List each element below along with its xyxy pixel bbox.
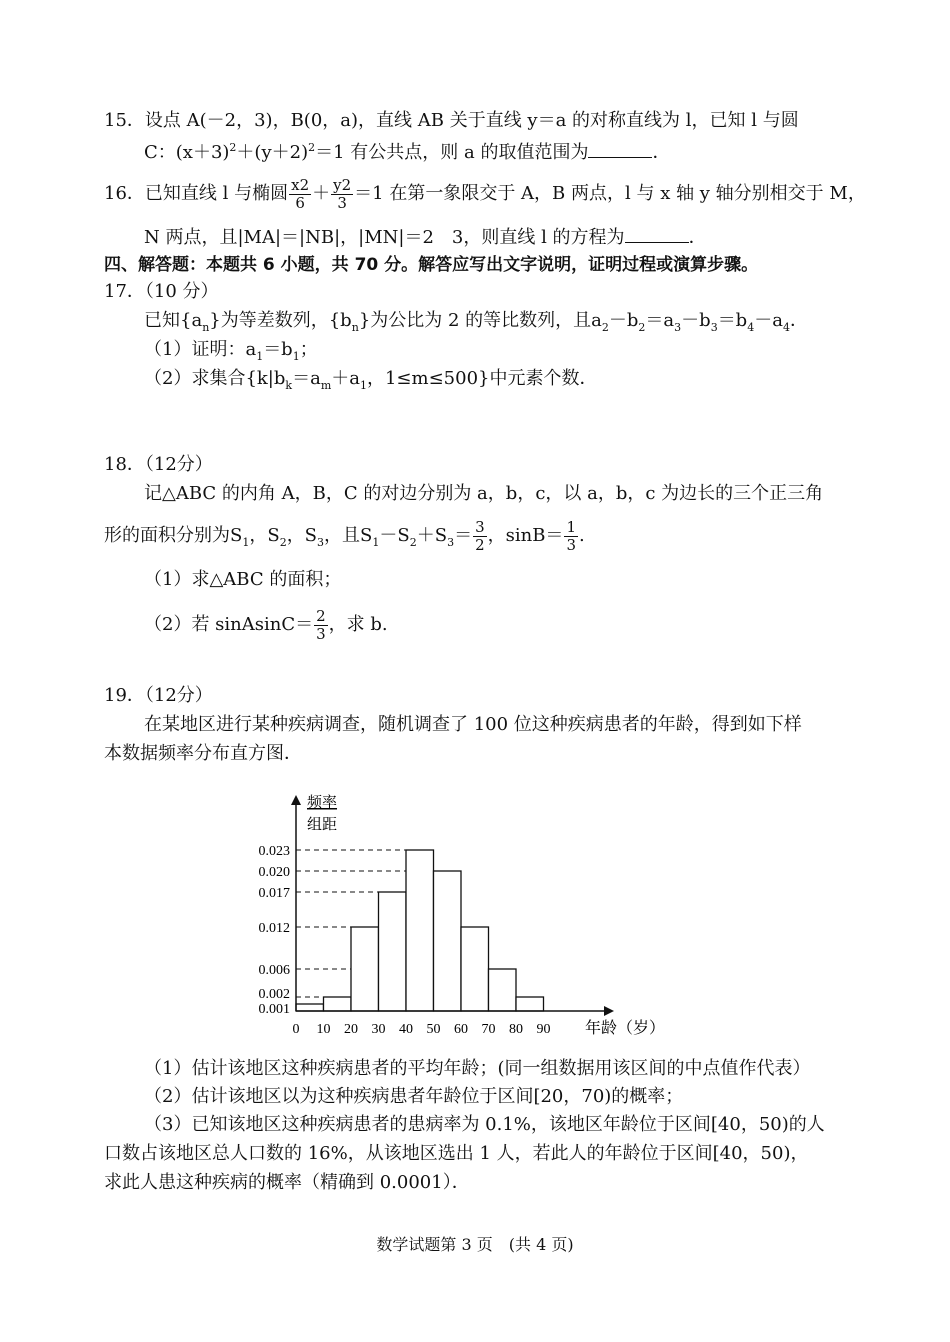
y-tick-0.012: 0.012: [258, 921, 290, 936]
q18-p2-num: 2: [316, 606, 326, 625]
q18-p2-b: ，求 b.: [328, 614, 388, 635]
q18-p2-den: 3: [316, 624, 326, 643]
bar-[10,20): [324, 997, 352, 1011]
q19-part2: （2）估计该地区以为这种疾病患者年龄位于区间[20，70)的概率；: [144, 1086, 684, 1107]
q18-stem2-d: ，且S: [324, 525, 373, 546]
q18-stem2-end: .: [578, 525, 585, 546]
q17-sub-2a: 2: [601, 321, 609, 334]
q15-sup2: 2: [308, 141, 316, 154]
q15-answer-blank: [588, 141, 652, 158]
q17-sub-n-2: n: [351, 321, 359, 334]
bar-[50,60): [434, 871, 462, 1011]
q18-sub-2a: 2: [279, 536, 287, 549]
x-tick-10: 10: [316, 1022, 331, 1037]
q17-stem-e: ＝a: [645, 310, 675, 331]
q15-line2: [144, 136, 670, 165]
q17-stem-d: －b: [608, 310, 639, 331]
bar-[30,40): [379, 892, 407, 1011]
q16-fraction-1: [289, 177, 311, 212]
q17-stem-g: ＝b: [717, 310, 748, 331]
x-tick-60: 60: [454, 1022, 468, 1037]
q19-part3-line3: 求此人患这种疾病的概率（精确到 0.0001）．: [104, 1172, 470, 1193]
q18-sub-3b: 3: [447, 536, 455, 549]
q17-p2-a: （2）求集合{k|b: [144, 368, 286, 389]
bar-[40,50): [406, 850, 434, 1011]
q17-sub-3a: 3: [674, 321, 682, 334]
q18-stem2-b: ，S: [249, 525, 280, 546]
q18-stem2-e: －S: [379, 525, 410, 546]
bar-[60,70): [461, 927, 489, 1011]
q18-part2: [144, 605, 388, 645]
q15-line1: 15．设点 A(－2，3)，B(0，a)，直线 AB 关于直线 y＝a 的对称直线为 l，已知 l 与圆: [104, 110, 799, 131]
q18-sub-1b: 1: [372, 536, 380, 549]
q16-answer-blank: [625, 226, 689, 243]
y-tick-0.017: 0.017: [258, 886, 290, 901]
q17-stem-a: 已知{a: [144, 310, 203, 331]
y-label-top: 频率: [307, 795, 338, 811]
q17-stem-b: }为等差数列，{b: [209, 310, 352, 331]
q18-f1-den: 2: [475, 535, 485, 554]
q15-line2-b: ＋(y＋2): [236, 142, 309, 163]
q17-p1-end: ；: [299, 339, 318, 360]
y-tick-0.001: 0.001: [258, 1002, 290, 1017]
q16-line1: [104, 174, 866, 214]
bar-[0,10): [296, 1004, 324, 1011]
x-tick-30: 30: [371, 1022, 386, 1037]
q19-part1: （1）估计该地区这种疾病患者的平均年龄；(同一组数据用该区间的中点值作代表）: [144, 1058, 811, 1079]
q17-p2-sub-m: m: [320, 379, 332, 392]
y-tick-0.020: 0.020: [258, 865, 290, 880]
q17-part1: [144, 338, 318, 369]
q18-stem2: [104, 516, 585, 563]
y-tick-0.002: 0.002: [258, 987, 290, 1002]
q16-line2-text: N 两点，且|MA|＝|NB|，|MN|＝2 3，则直线 l 的方程为: [144, 227, 625, 248]
q19-part3-line2: 口数占该地区总人口数的 16%，从该地区选出 1 人，若此人的年龄位于区间[40，50)，: [104, 1143, 809, 1164]
q18-stem2-c: ，S: [286, 525, 318, 546]
q18-p2-a: （2）若 sinAsinC＝: [144, 614, 314, 635]
q17-p2-sub-k: k: [285, 379, 293, 392]
frequency-histogram: [240, 785, 680, 1045]
x-tick-80: 80: [509, 1022, 523, 1037]
q17-stem-f: －b: [681, 310, 711, 331]
q17-p1-b: ＝b: [263, 339, 293, 360]
q17-sub-4a: 4: [747, 321, 755, 334]
page-footer: 数学试题第 3 页 (共 4 页): [376, 1235, 574, 1254]
x-tick-50: 50: [426, 1022, 441, 1037]
q17-p1-sub-1: 1: [256, 350, 264, 363]
section4-heading: 四、解答题：本题共 6 小题，共 70 分。解答应写出文字说明，证明过程或演算步骤。: [104, 255, 759, 275]
q16-line2-end: ．: [688, 227, 707, 248]
q17-p2-d: ，1≤m≤500}中元素个数．: [366, 368, 598, 389]
y-tick-0.023: 0.023: [258, 844, 290, 859]
q18-stem2-a: 形的面积分别为S: [104, 525, 243, 546]
q17-sub-4b: 4: [782, 321, 790, 334]
q15-line2-end: ．: [652, 142, 671, 163]
q16-f2-den: 3: [337, 193, 347, 212]
q18-f1-num: 3: [475, 517, 485, 536]
q19-part3-line1: （3）已知该地区这种疾病患者的患病率为 0.1%，该地区年龄位于区间[40，50)的人: [144, 1114, 825, 1135]
q15-sup1: 2: [229, 141, 237, 154]
q18-stem2-f: ＋S: [416, 525, 448, 546]
q17-sub-2b: 2: [638, 321, 646, 334]
q18-stem1: 记△ABC 的内角 A，B，C 的对边分别为 a，b，c，以 a，b，c 为边长的三个正三角: [144, 483, 824, 504]
x-tick-0: 0: [292, 1022, 300, 1037]
x-tick-70: 70: [481, 1022, 496, 1037]
bar-[70,80): [489, 969, 517, 1011]
q18-stem2-g: ＝: [454, 525, 473, 546]
q18-fraction-sqrt3-over-2: [473, 519, 487, 554]
q17-sub-n-1: n: [202, 321, 210, 334]
histogram-bars: [296, 850, 544, 1011]
q17-p1-sub-2: 1: [292, 350, 300, 363]
q18-fraction-1-over-3: [564, 519, 578, 554]
q18-header: 18．（12分）: [104, 454, 213, 475]
x-tick-40: 40: [399, 1022, 413, 1037]
q16-line2: [144, 226, 707, 250]
q17-p2-c: ＋a: [331, 368, 360, 389]
q16-fraction-2: [331, 177, 353, 212]
q18-stem2-h: ，sinB＝: [487, 525, 564, 546]
q16-post: ＝1 在第一象限交于 A，B 两点，l 与 x 轴 y 轴分别相交于 M，: [354, 183, 866, 204]
q16-pre: 16．已知直线 l 与椭圆: [104, 183, 289, 204]
y-tick-labels: [259, 844, 291, 1017]
q18-sub-2b: 2: [409, 536, 417, 549]
q18-f2-num: 1: [566, 517, 576, 536]
q18-sub-1a: 1: [242, 536, 250, 549]
q19-stem2: 本数据频率分布直方图．: [104, 743, 302, 764]
q18-sub-3a: 3: [317, 536, 325, 549]
x-tick-20: 20: [344, 1022, 358, 1037]
q17-part2: [144, 367, 597, 398]
q17-header: 17．（10 分）: [104, 281, 219, 302]
q18-p2-fraction: [314, 608, 328, 643]
q15-line2-c: ＝1 有公共点，则 a 的取值范围为: [315, 142, 589, 163]
q17-p2-sub-1: 1: [359, 379, 367, 392]
q19-stem1: 在某地区进行某种疾病调查，随机调查了 100 位这种疾病患者的年龄，得到如下样: [144, 714, 802, 735]
x-axis-label: 年龄（岁）: [585, 1020, 666, 1037]
q17-stem-end: ．: [789, 310, 808, 331]
bar-[20,30): [351, 927, 379, 1011]
q16-f2-num: y2: [333, 175, 352, 194]
y-label-bottom: 组距: [307, 817, 338, 833]
q16-plus: ＋: [312, 183, 331, 204]
y-tick-0.006: 0.006: [258, 963, 290, 978]
q18-f2-den: 3: [566, 535, 576, 554]
q16-f1-den: 6: [295, 193, 305, 212]
q18-part1: （1）求△ABC 的面积；: [144, 569, 342, 590]
q17-stem-h: －a: [754, 310, 783, 331]
q17-stem-c: }为公比为 2 的等比数列，且a: [358, 310, 602, 331]
q16-f1-num: x2: [291, 175, 310, 194]
q17-p1-a: （1）证明：a: [144, 339, 257, 360]
bar-[80,90): [516, 997, 544, 1011]
q15-line2-a: C：(x＋3): [144, 142, 230, 163]
q17-p2-b: ＝a: [292, 368, 321, 389]
x-tick-labels: [293, 1022, 551, 1037]
x-tick-90: 90: [536, 1022, 551, 1037]
q17-sub-3b: 3: [710, 321, 718, 334]
q17-stem: [144, 309, 808, 340]
q19-header: 19．（12分）: [104, 685, 213, 706]
